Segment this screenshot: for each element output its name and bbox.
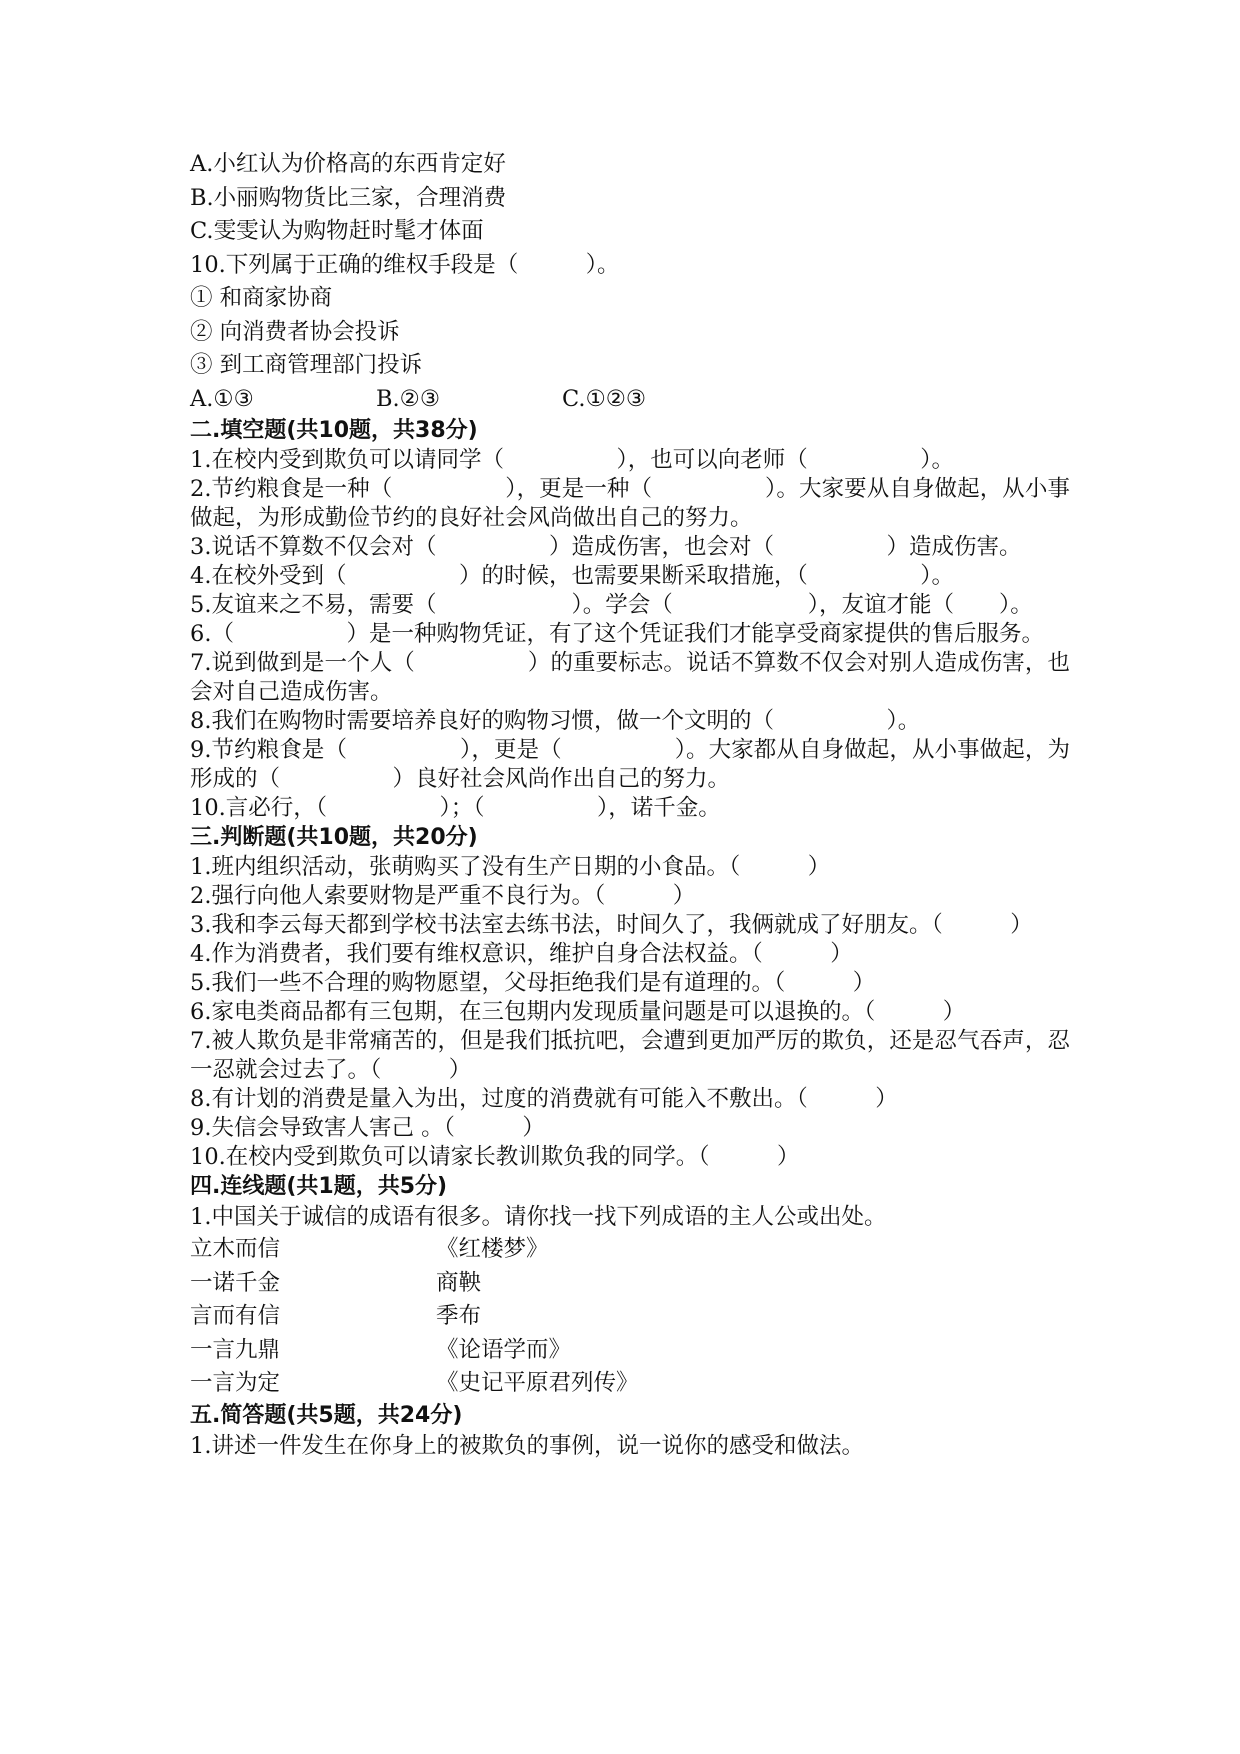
judge-question: 9.失信会导致害人害己 。（ ） [190, 1115, 545, 1141]
section5-heading: 五.简答题(共5题，共24分) [190, 1402, 463, 1428]
q10-stem: 10.下列属于正确的维权手段是（ ）。 [190, 251, 620, 278]
idiom: 一言九鼎 [190, 1336, 281, 1363]
source: 《论语学而》 [436, 1336, 572, 1363]
fill-question: 4.在校外受到（ ）的时候，也需要果断采取措施，（ ）。 [190, 563, 954, 589]
idiom: 言而有信 [190, 1303, 281, 1329]
fill-question: 7.说到做到是一个人（ ）的重要标志。说话不算数不仅会对别人造成伤害，也会对自己造成伤害。 [190, 650, 1070, 705]
matching-row [190, 1267, 1070, 1301]
q10-option-b: B.②③ [376, 385, 441, 412]
fill-question: 5.友谊来之不易，需要（ ）。学会（ ），友谊才能（ ）。 [190, 592, 1033, 618]
judge-question: 7.被人欺负是非常痛苦的，但是我们抵抗吧，会遭到更加严厉的欺负，还是忍气吞声，忍一忍就会过去了。（ ） [190, 1028, 1070, 1083]
fill-question: 10.言必行，（ ）；（ ），诺千金。 [190, 795, 721, 821]
matching-stem: 1.中国关于诚信的成语有很多。请你找一找下列成语的主人公或出处。 [190, 1204, 887, 1230]
matching-row [190, 1233, 1070, 1267]
judge-question: 6.家电类商品都有三包期，在三包期内发现质量问题是可以退换的。（ ） [190, 999, 966, 1025]
fill-question: 9.节约粮食是（ ），更是（ ）。大家都从自身做起，从小事做起，为形成的（ ）良好社会风尚作出自己的努力。 [190, 737, 1070, 792]
matching-row [190, 1334, 1070, 1368]
short-answer-question: 1.讲述一件发生在你身上的被欺负的事例，说一说你的感受和做法。 [190, 1432, 864, 1459]
fill-question: 1.在校内受到欺负可以请同学（ ），也可以向老师（ ）。 [190, 447, 954, 473]
judge-question: 8.有计划的消费是量入为出，过度的消费就有可能入不敷出。（ ） [190, 1086, 898, 1112]
judge-question: 10.在校内受到欺负可以请家长教训欺负我的同学。（ ） [190, 1144, 800, 1170]
fill-question: 6.（ ）是一种购物凭证，有了这个凭证我们才能享受商家提供的售后服务。 [190, 621, 1044, 647]
q10-option-c: C.①②③ [562, 385, 647, 412]
exam-page [190, 148, 1070, 1462]
q10-item-2: ② 向消费者协会投诉 [190, 318, 400, 345]
source: 商鞅 [436, 1269, 482, 1296]
idiom: 一言为定 [190, 1370, 281, 1396]
q10-option-a: A.①③ [190, 385, 254, 412]
judge-question: 5.我们一些不合理的购物愿望，父母拒绝我们是有道理的。（ ） [190, 970, 876, 996]
q10-item-1: ① 和商家协商 [190, 285, 333, 311]
fill-question: 8.我们在购物时需要培养良好的购物习惯，做一个文明的（ ）。 [190, 708, 921, 734]
judge-question: 3.我和李云每天都到学校书法室去练书法，时间久了，我俩就成了好朋友。（ ） [190, 912, 1033, 938]
idiom: 立木而信 [190, 1236, 281, 1262]
matching-row [190, 1367, 1070, 1401]
judge-question: 2.强行向他人索要财物是严重不良行为。（ ） [190, 883, 696, 909]
q10-item-3: ③ 到工商管理部门投诉 [190, 352, 423, 378]
source: 《红楼梦》 [436, 1236, 549, 1262]
q9-option-b: B.小丽购物货比三家，合理消费 [190, 184, 507, 211]
judge-question: 1.班内组织活动，张萌购买了没有生产日期的小食品。（ ） [190, 854, 831, 880]
q9-option-c: C.雯雯认为购物赶时髦才体面 [190, 218, 484, 244]
fill-question: 3.说话不算数不仅会对（ ）造成伤害，也会对（ ）造成伤害。 [190, 534, 1022, 560]
judge-question: 4.作为消费者，我们要有维权意识，维护自身合法权益。（ ） [190, 941, 853, 967]
source: 季布 [436, 1303, 482, 1329]
section4-heading: 四.连线题(共1题，共5分) [190, 1174, 448, 1199]
section3-heading: 三.判断题(共10题，共20分) [190, 825, 478, 850]
section2-heading: 二.填空题(共10题，共38分) [190, 418, 478, 443]
q9-option-a: A.小红认为价格高的东西肯定好 [190, 151, 506, 177]
idiom: 一诺千金 [190, 1269, 281, 1296]
matching-row [190, 1300, 1070, 1334]
q10-options [190, 383, 1070, 417]
source: 《史记平原君列传》 [436, 1370, 639, 1396]
fill-question: 2.节约粮食是一种（ ），更是一种（ ）。大家要从自身做起，从小事做起，为形成勤俭节约的良好社会风尚做出自己的努力。 [190, 476, 1070, 531]
